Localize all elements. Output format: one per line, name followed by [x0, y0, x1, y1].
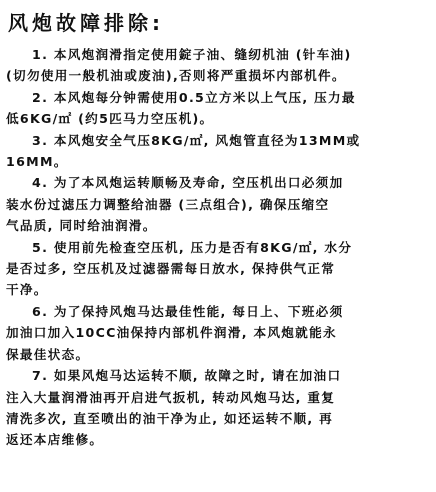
instruction-line: 2. 本风炮每分钟需使用0.5立方米以上气压, 压力最 [32, 89, 356, 105]
instruction-item-6 [6, 301, 428, 365]
instruction-line: 4. 为了本风炮运转顺畅及寿命, 空压机出口必须加 [32, 175, 344, 191]
instruction-item-3 [6, 130, 428, 173]
instruction-line: 1. 本风炮润滑指定使用錠子油、缝纫机油 (针车油) [32, 47, 352, 62]
instruction-line: 装水份过滤压力调整给油器 (三点组合), 确保压缩空 [6, 196, 330, 212]
instruction-item-4 [6, 172, 428, 236]
instruction-item-1 [6, 44, 428, 87]
instruction-line: 干净。 [6, 282, 48, 298]
instruction-item-2 [6, 87, 428, 130]
instruction-line: 7. 如果风炮马达运转不顺, 故障之时, 请在加油口 [32, 368, 342, 384]
instruction-line: 注入大量润滑油再开启进气扳机, 转动风炮马达, 重复 [6, 389, 336, 405]
document-title: 风炮故障排除: [8, 11, 164, 35]
instruction-line: 5. 使用前先检查空压机, 压力是否有8KG/㎡, 水分 [32, 239, 353, 255]
instruction-line: 返还本店维修。 [6, 432, 104, 448]
instruction-line: 3. 本风炮安全气压8KG/㎡, 风炮管直径为13MM或 [32, 132, 361, 148]
instruction-line: 是否过多, 空压机及过滤器需每日放水, 保持供气正常 [6, 261, 336, 277]
instruction-line: 加油口加入10CC油保持内部机件润滑, 本风炮就能永 [6, 325, 337, 341]
instruction-line: 保最佳状态。 [6, 346, 90, 362]
instruction-line: 16MM。 [6, 154, 68, 170]
instruction-line: 气品质, 同时给油润滑。 [6, 218, 157, 234]
instruction-item-7 [6, 365, 428, 451]
instruction-line: 低6KG/㎡ (约5匹马力空压机)。 [6, 111, 214, 127]
instruction-line: 清洗多次, 直至喷出的油干净为止, 如还运转不顺, 再 [6, 410, 334, 426]
instruction-item-5 [6, 237, 428, 301]
instruction-line: 6. 为了保持风炮马达最佳性能, 每日上、下班必须 [32, 303, 344, 319]
instruction-line: (切勿使用一般机油或废油),否则将严重损坏内部机件。 [6, 68, 346, 84]
